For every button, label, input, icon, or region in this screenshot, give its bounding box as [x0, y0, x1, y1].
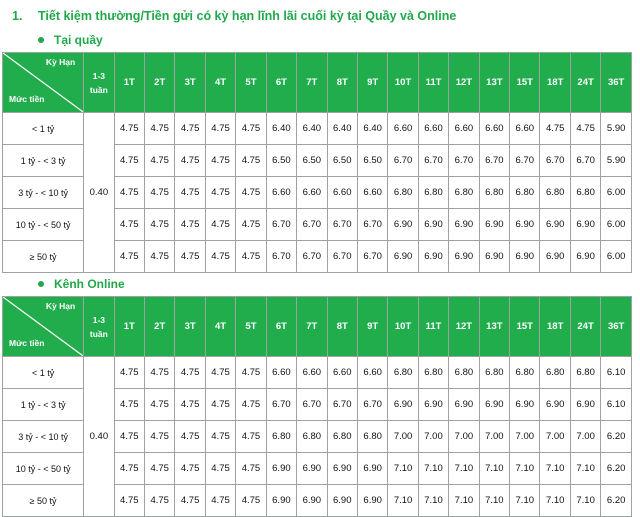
rate-cell: 6.70 [357, 241, 387, 273]
rate-cell: 4.75 [175, 145, 205, 177]
rate-cell: 6.00 [601, 177, 632, 209]
rate-1-3-weeks-cell: 0.40 [84, 357, 114, 517]
rate-cell: 4.75 [205, 389, 235, 421]
rate-cell: 4.75 [236, 453, 266, 485]
rate-cell: 7.10 [540, 453, 570, 485]
rate-cell: 6.90 [388, 389, 418, 421]
rate-cell: 6.60 [266, 357, 296, 389]
rate-cell: 6.90 [570, 209, 600, 241]
rate-cell: 6.90 [510, 209, 540, 241]
rate-cell: 6.40 [357, 113, 387, 145]
term-header-4t: 4T [205, 297, 235, 357]
rate-cell: 7.00 [449, 421, 479, 453]
term-header-11t: 11T [418, 297, 448, 357]
rate-cell: 7.10 [418, 453, 448, 485]
term-header-12t: 12T [449, 53, 479, 113]
rate-cell: 6.90 [510, 389, 540, 421]
amount-tier-label: < 1 tỷ [3, 357, 84, 389]
rate-cell: 7.10 [570, 485, 600, 517]
amount-tier-label: 1 tỷ - < 3 tỷ [3, 145, 84, 177]
rate-cell: 6.70 [357, 389, 387, 421]
rate-cell: 6.40 [297, 113, 327, 145]
rate-cell: 7.00 [510, 421, 540, 453]
rate-cell: 5.90 [601, 145, 632, 177]
section-title-online [38, 275, 125, 293]
rate-cell: 7.10 [510, 485, 540, 517]
term-header-24t: 24T [570, 297, 600, 357]
rate-cell: 6.60 [327, 177, 357, 209]
rate-cell: 6.70 [357, 209, 387, 241]
rate-cell: 4.75 [236, 241, 266, 273]
rate-cell: 4.75 [145, 177, 175, 209]
rate-cell: 4.75 [205, 357, 235, 389]
term-header-7t: 7T [297, 297, 327, 357]
term-header-10t: 10T [388, 53, 418, 113]
amount-tier-label: ≥ 50 tỷ [3, 241, 84, 273]
rate-cell: 4.75 [175, 485, 205, 517]
bullet-icon [38, 281, 44, 287]
rate-cell: 6.90 [357, 485, 387, 517]
rate-cell: 6.50 [266, 145, 296, 177]
rate-cell: 4.75 [205, 177, 235, 209]
rate-cell: 6.20 [601, 485, 632, 517]
rate-cell: 6.80 [297, 421, 327, 453]
rate-cell: 6.90 [327, 485, 357, 517]
rate-cell: 7.00 [388, 421, 418, 453]
rate-table-online [2, 296, 632, 517]
rate-cell: 6.80 [449, 357, 479, 389]
rate-cell: 4.75 [236, 357, 266, 389]
rate-cell: 7.10 [388, 485, 418, 517]
amount-tier-label: 1 tỷ - < 3 tỷ [3, 389, 84, 421]
term-header-36t: 36T [601, 297, 632, 357]
term-header-24t: 24T [570, 53, 600, 113]
term-header-8t: 8T [327, 53, 357, 113]
rate-cell: 4.75 [175, 177, 205, 209]
rate-cell: 6.90 [449, 241, 479, 273]
term-header-6t: 6T [266, 297, 296, 357]
corner-header-cell [3, 53, 84, 113]
rate-cell: 6.00 [601, 209, 632, 241]
rate-cell: 4.75 [175, 453, 205, 485]
rate-cell: 6.90 [297, 485, 327, 517]
amount-tier-label: 10 tỷ - < 50 tỷ [3, 453, 84, 485]
rate-cell: 6.90 [266, 453, 296, 485]
rate-cell: 4.75 [114, 113, 144, 145]
rate-cell: 6.90 [388, 241, 418, 273]
rate-cell: 6.20 [601, 453, 632, 485]
header-row [3, 53, 632, 113]
rate-cell: 6.70 [297, 241, 327, 273]
rate-cell: 7.00 [570, 421, 600, 453]
rate-cell: 6.10 [601, 389, 632, 421]
rate-cell: 6.90 [570, 389, 600, 421]
term-header-1-3-weeks: 1-3 tuần [84, 297, 114, 357]
rate-cell: 6.60 [510, 113, 540, 145]
rate-cell: 6.80 [479, 357, 509, 389]
rate-cell: 6.60 [266, 177, 296, 209]
rate-cell: 6.80 [479, 177, 509, 209]
rate-cell: 4.75 [145, 389, 175, 421]
table-row [3, 113, 632, 145]
rate-cell: 7.10 [479, 485, 509, 517]
rate-cell: 6.80 [449, 177, 479, 209]
rate-cell: 6.70 [449, 145, 479, 177]
rate-cell: 6.80 [510, 177, 540, 209]
rate-cell: 7.00 [479, 421, 509, 453]
rate-cell: 6.90 [479, 209, 509, 241]
rate-cell: 6.80 [540, 357, 570, 389]
rate-cell: 6.90 [449, 209, 479, 241]
term-header-8t: 8T [327, 297, 357, 357]
rate-cell: 4.75 [175, 389, 205, 421]
rate-cell: 4.75 [145, 485, 175, 517]
rate-cell: 6.70 [327, 241, 357, 273]
rate-cell: 6.70 [388, 145, 418, 177]
rate-cell: 6.70 [418, 145, 448, 177]
term-header-11t: 11T [418, 53, 448, 113]
rate-cell: 4.75 [236, 485, 266, 517]
rate-cell: 6.80 [570, 357, 600, 389]
rate-cell: 4.75 [114, 453, 144, 485]
rate-cell: 6.70 [510, 145, 540, 177]
rate-cell: 4.75 [205, 145, 235, 177]
rate-cell: 4.75 [540, 113, 570, 145]
rate-cell: 4.75 [205, 485, 235, 517]
rate-cell: 6.70 [327, 389, 357, 421]
rate-cell: 4.75 [205, 113, 235, 145]
rate-cell: 4.75 [175, 209, 205, 241]
amount-tier-label: 3 tỷ - < 10 tỷ [3, 177, 84, 209]
rate-cell: 5.90 [601, 113, 632, 145]
rate-cell: 4.75 [114, 421, 144, 453]
rate-cell: 4.75 [236, 389, 266, 421]
term-header-5t: 5T [236, 297, 266, 357]
heading-text: Tiết kiệm thường/Tiền gửi có kỳ hạn lĩnh lãi cuối kỳ tại Quầy và Online [38, 9, 457, 23]
table-row [3, 357, 632, 389]
rate-cell: 6.50 [357, 145, 387, 177]
rate-cell: 4.75 [236, 421, 266, 453]
rate-cell: 6.80 [327, 421, 357, 453]
rate-cell: 7.10 [449, 485, 479, 517]
rate-cell: 4.75 [114, 357, 144, 389]
rate-cell: 4.75 [205, 209, 235, 241]
rate-cell: 6.70 [570, 145, 600, 177]
ky-han-label: Kỳ Hạn [45, 57, 76, 67]
rate-cell: 6.80 [540, 177, 570, 209]
muc-tien-label: Mức tiền [9, 94, 45, 104]
rate-cell: 4.75 [175, 113, 205, 145]
rate-cell: 6.90 [297, 453, 327, 485]
amount-tier-label: ≥ 50 tỷ [3, 485, 84, 517]
rate-cell: 6.70 [479, 145, 509, 177]
rate-cell: 4.75 [175, 357, 205, 389]
rate-cell: 6.80 [418, 177, 448, 209]
rate-cell: 6.90 [540, 241, 570, 273]
corner-header-cell [3, 297, 84, 357]
rate-cell: 4.75 [570, 113, 600, 145]
rate-cell: 4.75 [114, 177, 144, 209]
heading-number: 1. [12, 9, 23, 23]
term-header-18t: 18T [540, 297, 570, 357]
rate-cell: 4.75 [236, 177, 266, 209]
term-header-9t: 9T [357, 53, 387, 113]
section-title-text: Kênh Online [54, 277, 125, 291]
term-header-4t: 4T [205, 53, 235, 113]
term-header-15t: 15T [510, 297, 540, 357]
term-header-1t: 1T [114, 297, 144, 357]
amount-tier-label: 3 tỷ - < 10 tỷ [3, 421, 84, 453]
term-header-15t: 15T [510, 53, 540, 113]
rate-cell: 6.50 [327, 145, 357, 177]
rate-cell: 6.80 [570, 177, 600, 209]
rate-cell: 6.90 [266, 485, 296, 517]
rate-cell: 6.80 [388, 177, 418, 209]
rate-cell: 6.90 [418, 241, 448, 273]
term-header-13t: 13T [479, 297, 509, 357]
rate-cell: 6.90 [357, 453, 387, 485]
rate-cell: 6.80 [357, 421, 387, 453]
rate-cell: 6.90 [388, 209, 418, 241]
rate-cell: 6.90 [540, 209, 570, 241]
term-header-36t: 36T [601, 53, 632, 113]
rate-cell: 6.80 [418, 357, 448, 389]
rate-cell: 7.10 [418, 485, 448, 517]
rate-cell: 6.60 [297, 177, 327, 209]
term-header-13t: 13T [479, 53, 509, 113]
rate-cell: 4.75 [145, 145, 175, 177]
rate-cell: 4.75 [145, 209, 175, 241]
section-title-counter [38, 31, 103, 49]
rate-cell: 6.70 [327, 209, 357, 241]
rate-cell: 4.75 [205, 241, 235, 273]
rate-cell: 6.70 [540, 145, 570, 177]
term-header-6t: 6T [266, 53, 296, 113]
bullet-icon [38, 37, 44, 43]
rate-cell: 4.75 [175, 241, 205, 273]
rate-cell: 6.60 [479, 113, 509, 145]
section-title-text: Tại quầy [54, 33, 103, 47]
amount-tier-label: < 1 tỷ [3, 113, 84, 145]
rate-cell: 4.75 [145, 241, 175, 273]
rate-cell: 6.90 [570, 241, 600, 273]
muc-tien-label: Mức tiền [9, 338, 45, 348]
rate-cell: 6.70 [266, 209, 296, 241]
rate-1-3-weeks-cell: 0.40 [84, 113, 114, 273]
rate-cell: 6.70 [297, 209, 327, 241]
term-header-1-3-weeks: 1-3 tuần [84, 53, 114, 113]
rate-cell: 6.60 [388, 113, 418, 145]
rate-cell: 7.10 [570, 453, 600, 485]
rate-cell: 6.10 [601, 357, 632, 389]
rate-cell: 4.75 [114, 389, 144, 421]
rate-cell: 6.90 [327, 453, 357, 485]
term-header-7t: 7T [297, 53, 327, 113]
term-header-3t: 3T [175, 53, 205, 113]
rate-cell: 6.80 [266, 421, 296, 453]
term-header-9t: 9T [357, 297, 387, 357]
rate-cell: 4.75 [175, 421, 205, 453]
rate-cell: 4.75 [236, 209, 266, 241]
rate-cell: 7.00 [540, 421, 570, 453]
rate-cell: 6.60 [418, 113, 448, 145]
rate-cell: 4.75 [145, 113, 175, 145]
header-row [3, 297, 632, 357]
rate-cell: 4.75 [114, 145, 144, 177]
rate-cell: 6.60 [449, 113, 479, 145]
rate-cell: 4.75 [205, 421, 235, 453]
rate-cell: 4.75 [236, 145, 266, 177]
rate-cell: 6.90 [540, 389, 570, 421]
rate-cell: 4.75 [145, 357, 175, 389]
rate-cell: 6.90 [510, 241, 540, 273]
ky-han-label: Kỳ Hạn [45, 301, 76, 311]
rate-cell: 6.00 [601, 241, 632, 273]
rate-cell: 4.75 [205, 453, 235, 485]
rate-cell: 4.75 [114, 209, 144, 241]
rate-cell: 4.75 [114, 241, 144, 273]
term-header-10t: 10T [388, 297, 418, 357]
rate-cell: 6.60 [357, 177, 387, 209]
rate-cell: 7.10 [540, 485, 570, 517]
rate-cell: 7.00 [418, 421, 448, 453]
rate-cell: 6.70 [266, 241, 296, 273]
rate-cell: 4.75 [236, 113, 266, 145]
term-header-5t: 5T [236, 53, 266, 113]
rate-table-counter [2, 52, 632, 273]
rate-cell: 7.10 [388, 453, 418, 485]
rate-cell: 6.90 [418, 389, 448, 421]
rate-cell: 6.60 [327, 357, 357, 389]
rate-cell: 6.90 [449, 389, 479, 421]
page-heading [12, 6, 456, 26]
rate-cell: 6.20 [601, 421, 632, 453]
term-header-3t: 3T [175, 297, 205, 357]
rate-cell: 6.90 [479, 389, 509, 421]
rate-cell: 7.10 [449, 453, 479, 485]
rate-cell: 6.90 [479, 241, 509, 273]
term-header-12t: 12T [449, 297, 479, 357]
rate-cell: 6.80 [510, 357, 540, 389]
term-header-18t: 18T [540, 53, 570, 113]
rate-cell: 4.75 [114, 485, 144, 517]
rate-cell: 6.60 [297, 357, 327, 389]
rate-cell: 4.75 [145, 421, 175, 453]
rate-cell: 6.70 [297, 389, 327, 421]
term-header-2t: 2T [145, 297, 175, 357]
rate-cell: 6.40 [327, 113, 357, 145]
term-header-1t: 1T [114, 53, 144, 113]
rate-cell: 6.70 [266, 389, 296, 421]
term-header-2t: 2T [145, 53, 175, 113]
rate-cell: 6.50 [297, 145, 327, 177]
rate-cell: 6.90 [418, 209, 448, 241]
rate-cell: 7.10 [510, 453, 540, 485]
rate-cell: 4.75 [145, 453, 175, 485]
rate-cell: 7.10 [479, 453, 509, 485]
rate-cell: 6.60 [357, 357, 387, 389]
rate-cell: 6.40 [266, 113, 296, 145]
rate-cell: 6.80 [388, 357, 418, 389]
amount-tier-label: 10 tỷ - < 50 tỷ [3, 209, 84, 241]
